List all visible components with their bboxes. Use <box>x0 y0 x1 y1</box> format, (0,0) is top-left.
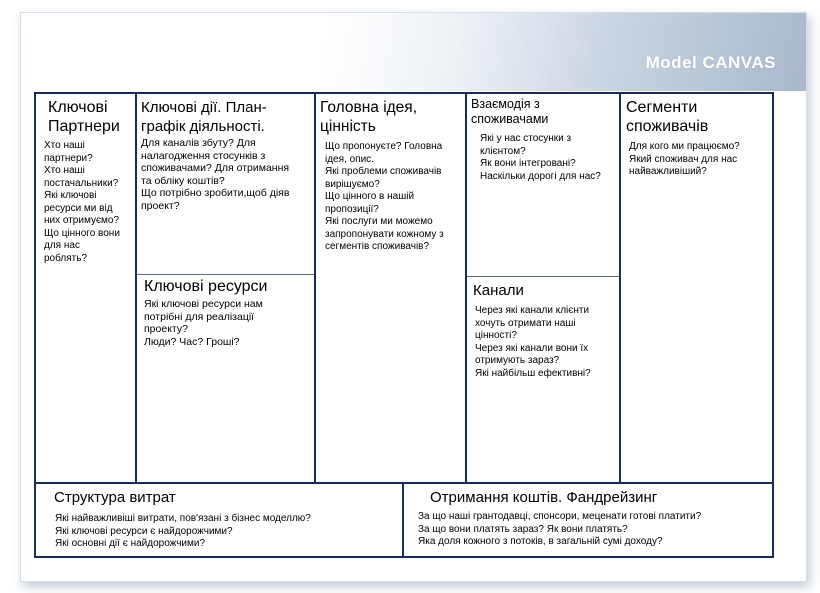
cell-text: Для кого ми працюємо? Який споживач для нас найважливіший? <box>629 141 740 177</box>
cell-title: Головна ідея, цінність <box>320 99 418 135</box>
cell-title: Взаємодія з споживачами <box>471 97 549 126</box>
cell-text: Хто наші партнери? Хто наші постачальники? Які ключові ресурси ми від них отримуємо? Що цінного вони для нас роблять? <box>44 140 120 264</box>
business-model-canvas <box>34 92 774 484</box>
header-title: Model CANVAS <box>645 53 776 72</box>
cell-title: Ключові ресурси <box>144 278 268 295</box>
cell-title: Структура витрат <box>54 489 176 506</box>
cell-title: Отримання коштів. Фандрейзинг <box>430 489 658 506</box>
cell-customer-relationships <box>471 97 617 183</box>
cell-text: Які у нас стосунки з клієнтом? Як вони інтегровані? Наскільки дорогі для нас? <box>480 133 601 182</box>
divider <box>467 276 619 277</box>
cell-revenue-streams <box>418 488 770 549</box>
cell-text: Що пропонуєте? Головна ідея, опис. Які проблеми споживачів вирішуємо? Що цінного в нашій пропозиції? Які послуги ми можемо запропонувати кожному з сегментів споживачів? <box>325 141 444 252</box>
cell-customer-segments <box>626 98 772 179</box>
cell-title: Ключові дії. План- графік діяльності. <box>141 99 267 135</box>
cell-title: Канали <box>473 282 524 299</box>
cell-title: Сегменти споживачів <box>626 99 709 135</box>
cell-text: Які найважливіші витрати, пов'язані з бізнес моделлю? Які ключові ресурси є найдорожчими? Які основні дії є найдорожчими? <box>55 513 311 549</box>
divider <box>619 94 621 482</box>
divider <box>402 484 404 556</box>
divider <box>314 94 316 482</box>
cell-cost-structure <box>54 488 399 551</box>
cell-text: Які ключові ресурси нам потрібні для реалізації проекту? Люди? Час? Гроші? <box>144 298 263 348</box>
canvas-bottom-row <box>34 482 774 558</box>
divider <box>465 94 467 482</box>
cell-title: Ключові Партнери <box>48 99 120 135</box>
cell-key-activities <box>141 98 313 212</box>
slide-header <box>21 13 806 91</box>
cell-text: Для каналів збуту? Для налагодження стосунків з споживачами? Для отримання та обліку коштів? Що потрібно зробити,щоб діяв проект? <box>141 137 290 212</box>
cell-text: За що наші грантодавці, спонсори, меценати готові платити? За що вони платять зараз? Як вони платять? Яка доля кожного з потоків, в загальній сумі доходу? <box>418 511 702 547</box>
cell-value-proposition <box>320 98 463 254</box>
cell-key-resources <box>144 277 312 348</box>
divider <box>137 274 314 275</box>
divider <box>135 94 137 482</box>
cell-channels <box>473 281 617 380</box>
cell-text: Через які канали клієнти хочуть отримати наші цінності? Через які канали вони їх отримують зараз? Які найбільш ефективні? <box>475 305 591 379</box>
cell-key-partners <box>44 98 134 265</box>
